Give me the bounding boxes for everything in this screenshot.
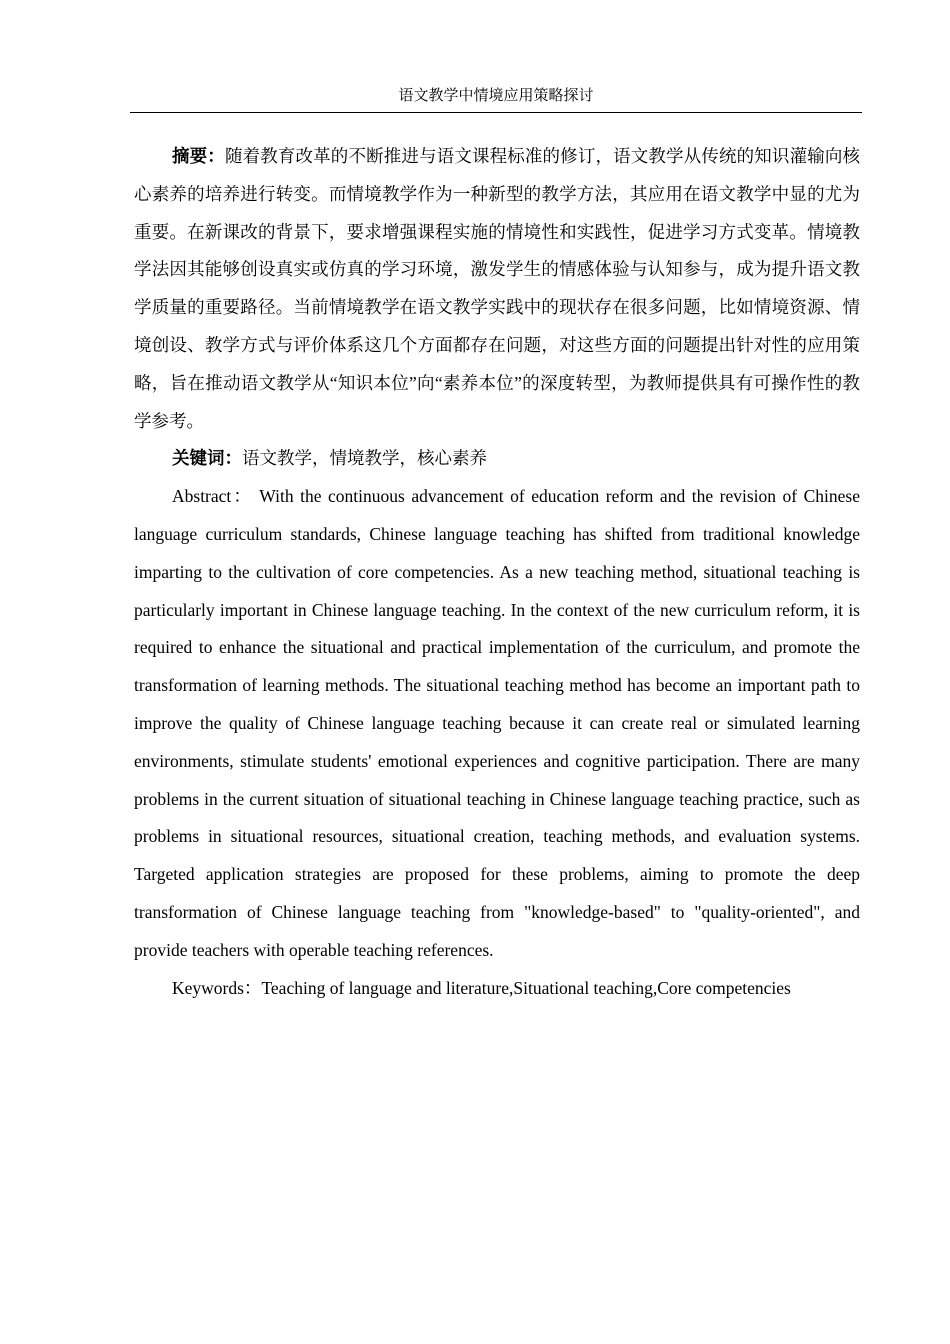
abstract-cn-label: 摘要： xyxy=(172,146,225,166)
keywords-en-text: Teaching of language and literature,Situational teaching,Core competencies xyxy=(261,977,791,998)
abstract-en-label: Abstract： xyxy=(172,486,254,507)
keywords-en-label: Keywords： xyxy=(172,977,262,998)
document-body xyxy=(134,138,860,1007)
abstract-en-text: With the continuous advancement of education reform and the revision of Chinese language curriculum standards, Chinese language teaching has shifted from traditional knowledge imparting to the cultivation of core competencies. As a new teaching method, situational teaching is particularly important in Chinese language teaching. In the context of the new curriculum reform, it is required to enhance the situational and practical implementation of the curriculum, and promote the transformation of learning methods. The situational teaching method has become an important path to improve the quality of Chinese language teaching because it can create real or simulated learning environments, stimulate students' emotional experiences and cognitive participation. There are many problems in the current situation of situational teaching in Chinese language teaching practice, such as problems in situational resources, situational creation, teaching methods, and evaluation systems. Targeted application strategies are proposed for these problems, aiming to promote the deep transformation of Chinese language teaching from "knowledge-based" to "quality-oriented", and provide teachers with operable teaching references. xyxy=(134,486,860,960)
keywords-en-paragraph xyxy=(134,970,860,1008)
keywords-cn-label: 关键词： xyxy=(172,448,242,469)
abstract-cn-text: 随着教育改革的不断推进与语文课程标准的修订，语文教学从传统的知识灌输向核心素养的培养进行转变。而情境教学作为一种新型的教学方法，其应用在语文教学中显的尤为重要。在新课改的背景下，要求增强课程实施的情境性和实践性，促进学习方式变革。情境教学法因其能够创设真实或仿真的学习环境，激发学生的情感体验与认知参与，成为提升语文教学质量的重要路径。当前情境教学在语文教学实践中的现状存在很多问题，比如情境资源、情境创设、教学方式与评价体系这几个方面都存在问题，对这些方面的问题提出针对性的应用策略，旨在推动语文教学从“知识本位”向“素养本位”的深度转型，为教师提供具有可操作性的教学参考。 xyxy=(134,146,861,431)
keywords-cn-paragraph xyxy=(134,440,860,478)
header-title: 语文教学中情境应用策略探讨 xyxy=(398,88,594,104)
keywords-cn-text: 语文教学，情境教学，核心素养 xyxy=(242,448,487,469)
abstract-en-paragraph xyxy=(134,478,860,969)
document-header xyxy=(130,86,862,113)
abstract-cn-paragraph xyxy=(134,138,860,440)
